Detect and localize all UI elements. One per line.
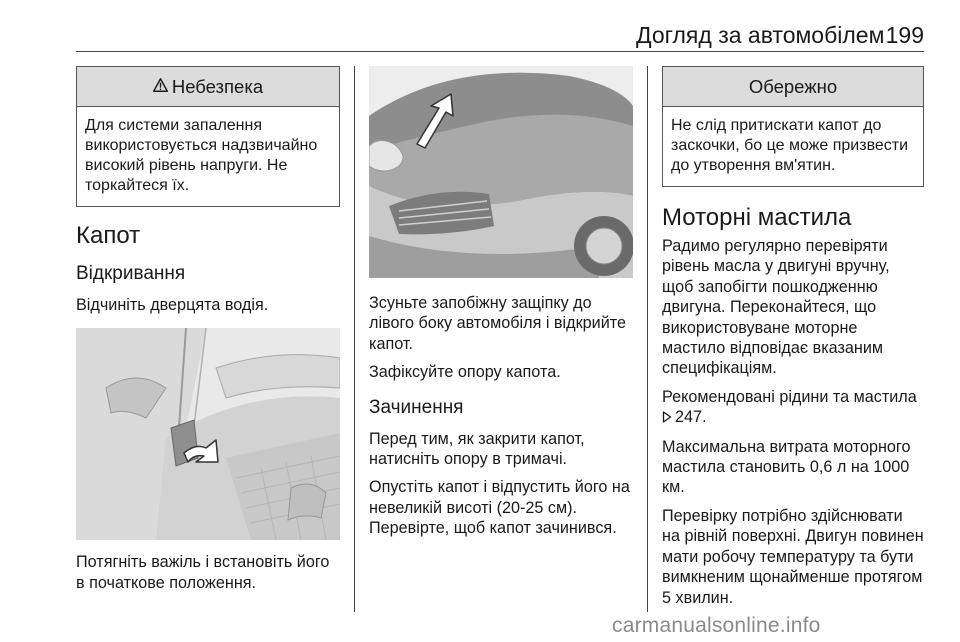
paragraph-max-oil-consumption: Максимальна витрата моторного мастила становить 0,6 л на 1000 км.	[662, 437, 911, 497]
column-divider-2	[647, 66, 648, 612]
paragraph-recommended-fluids	[662, 387, 924, 429]
watermark: carmanualsonline.info	[612, 614, 821, 637]
paragraph-check-oil: Радимо регулярно перевіряти рівень масла у двигуні вручну, щоб запобігти пошкодженню двигуна. Переконайтеся, що використовуване моторне мастило відповідає вказаним специфікаціям.	[662, 237, 890, 378]
caution-box-text: Не слід притискати капот до заскочки, бо це може призвести до утворення вм'ятин.	[671, 117, 909, 174]
paragraph-press-prop: Перед тим, як закрити капот, натисніть опору в тримачі.	[369, 429, 585, 469]
column-1	[76, 66, 340, 593]
paragraph-open-driver-door: Відчиніть дверцята водія.	[76, 296, 269, 314]
recommended-fluids-text: Рекомендовані рідини та мастила	[662, 387, 917, 406]
warning-triangle-icon	[153, 76, 168, 97]
page-reference-arrow-icon	[662, 408, 672, 428]
caution-box-header	[663, 67, 923, 107]
subheading-closing: Зачинення	[369, 396, 464, 418]
column-divider-1	[354, 66, 355, 612]
column-2	[369, 66, 633, 539]
section-heading-engine-oil: Моторні мастила	[662, 204, 852, 231]
subheading-opening: Відкривання	[76, 263, 186, 284]
caution-box-title: Обережно	[748, 75, 838, 97]
paragraph-fix-prop: Зафіксуйте опору капота.	[369, 363, 561, 382]
caution-box	[662, 66, 924, 187]
page-header	[0, 0, 960, 60]
paragraph-check-conditions: Перевірку потрібно здійснювати на рівній поверхні. Двигун повинен мати робочу температуру та бути вимкненим щонайменше протягом 5 хвилин.	[662, 506, 924, 607]
danger-box-title: Небезпека	[171, 75, 264, 97]
figure-caption-pull-lever: Потягніть важіль і встановіть його в початкове положення.	[76, 553, 330, 592]
section-heading-hood: Капот	[76, 222, 141, 249]
page-number: 199	[885, 22, 924, 48]
figure-hood-release-lever	[76, 328, 340, 540]
paragraph-slide-catch: Зсуньте запобіжну защіпку до лівого боку автомобіля і відкрийте капот.	[369, 294, 626, 353]
chapter-title: Догляд за автомобілем	[636, 22, 885, 48]
danger-box-text: Для системи запалення використовується надзвичайно високий рівень напруги. Не торкайтеся їх.	[85, 117, 318, 194]
figure-hood-latch	[369, 66, 633, 278]
danger-box-header	[77, 67, 339, 107]
danger-box	[76, 66, 340, 207]
column-3	[662, 66, 924, 608]
paragraph-lower-hood: Опустіть капот і відпустить його на невеликій висоті (20-25 см). Перевірте, щоб капот зачинився.	[369, 478, 630, 538]
page-reference-link[interactable]: 247.	[675, 408, 707, 427]
header-rule	[76, 51, 924, 52]
